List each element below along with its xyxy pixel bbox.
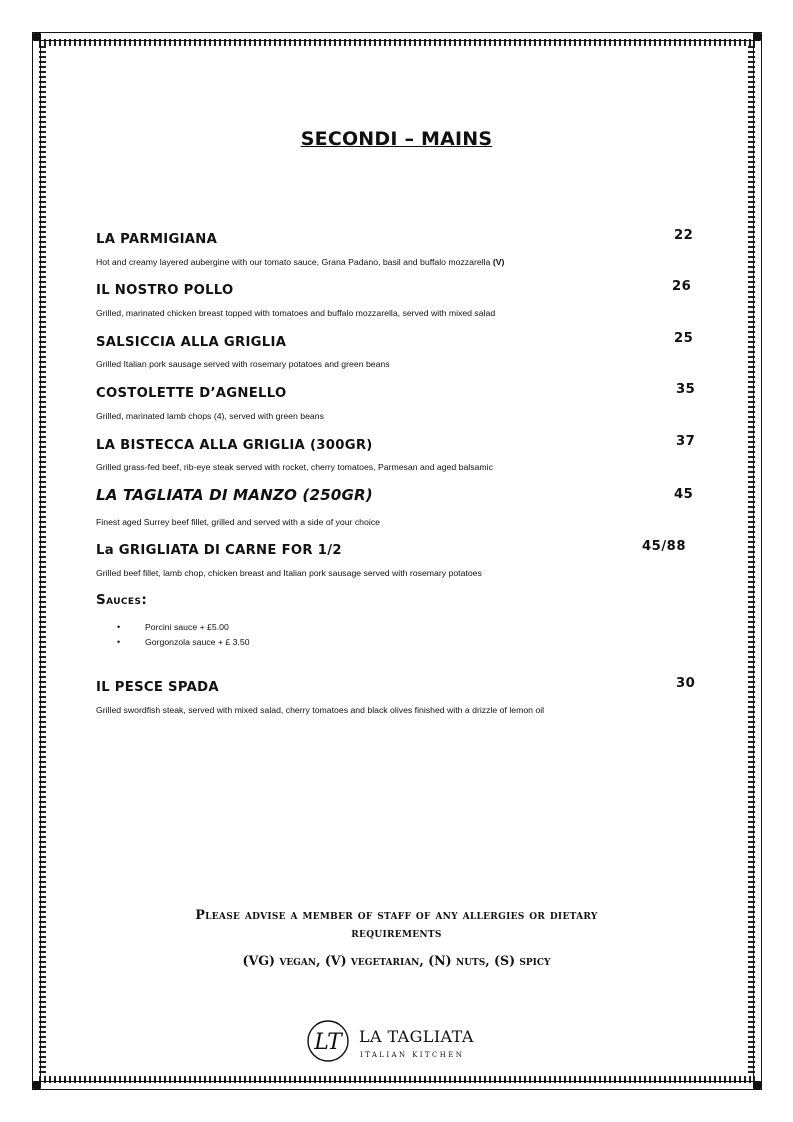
dish-description: Grilled beef fillet, lamb chop, chicken breast and Italian pork sausage served with rosemary potatoes: [96, 568, 482, 578]
dish-price: 22: [674, 228, 694, 243]
brand-logo: [306, 1019, 496, 1065]
menu-item-la-tagliata-di-manzo: [96, 485, 700, 504]
menu-item-la-grigliata-di-carne: [96, 539, 700, 558]
menu-item-il-pesce-spada: [96, 676, 700, 695]
list-item: [117, 620, 250, 635]
dish-price: 30: [676, 676, 696, 691]
sauce-text: Porcini sauce + £5.00: [145, 622, 229, 632]
menu-item-il-nostro-pollo: [96, 279, 700, 298]
border-corner: [753, 33, 761, 41]
dish-price: 35: [676, 382, 696, 397]
dish-description-text: Hot and creamy layered aubergine with our tomato sauce, Grana Padano, basil and buffalo mozzarella: [96, 257, 491, 267]
page-title: SECONDI – MAINS: [300, 128, 493, 150]
brand-subtitle: ITALIAN KITCHEN: [360, 1051, 465, 1059]
dish-description: Grilled, marinated lamb chops (4), served with green beans: [96, 411, 324, 421]
sauce-list: [117, 620, 250, 650]
dish-name: LA BISTECCA ALLA GRIGLIA (300GR): [96, 438, 373, 453]
menu-item-la-bistecca-alla-griglia: [96, 434, 700, 453]
border-corner: [33, 1081, 41, 1089]
list-item: [117, 635, 250, 650]
dish-price: 37: [676, 434, 696, 449]
brand-name: LA TAGLIATA: [359, 1027, 474, 1046]
dish-name: IL PESCE SPADA: [96, 680, 219, 695]
allergy-notice-line1: Please advise a member of staff of any allergies or dietary: [195, 907, 598, 922]
monogram-icon: [306, 1019, 350, 1063]
dietary-legend: (VG) vegan, (V) vegetarian, (N) nuts, (S) spicy: [242, 953, 551, 968]
dish-name: La GRIGLIATA DI CARNE FOR 1/2: [96, 543, 342, 558]
dish-description: Grilled grass-fed beef, rib-eye steak served with rocket, cherry tomatoes, Parmesan and aged balsamic: [96, 462, 493, 472]
menu-item-la-parmigiana: [96, 228, 700, 247]
dish-description: Finest aged Surrey beef fillet, grilled and served with a side of your choice: [96, 517, 380, 527]
menu-item-salsiccia-alla-griglia: [96, 331, 700, 350]
vegetarian-tag: (V): [492, 257, 505, 267]
dish-name: COSTOLETTE D’AGNELLO: [96, 386, 287, 401]
dish-price: 45/88: [642, 539, 687, 554]
dish-price: 25: [674, 331, 694, 346]
dish-description: Grilled swordfish steak, served with mixed salad, cherry tomatoes and black olives finished with a drizzle of lemon oil: [96, 705, 545, 715]
allergy-notice-line2: requirements: [351, 925, 442, 940]
bullet-icon: •: [117, 622, 121, 632]
dish-name: LA PARMIGIANA: [96, 232, 218, 247]
dish-price: 45: [674, 487, 694, 502]
monogram-text: LT: [314, 1030, 342, 1055]
dish-name: SALSICCIA ALLA GRIGLIA: [96, 335, 287, 350]
bullet-icon: •: [117, 637, 121, 647]
border-corner: [33, 33, 41, 41]
sauce-text: Gorgonzola sauce + £ 3.50: [145, 637, 250, 647]
dish-name: LA TAGLIATA DI MANZO (250GR): [96, 486, 373, 504]
dish-description: Grilled Italian pork sausage served with rosemary potatoes and green beans: [96, 359, 390, 369]
menu-item-costolette-dagnello: [96, 382, 700, 401]
dish-description: [96, 257, 504, 267]
dish-price: 26: [672, 279, 692, 294]
border-corner: [753, 1081, 761, 1089]
dish-description: Grilled, marinated chicken breast topped with tomatoes and buffalo mozzarella, served with mixed salad: [96, 308, 496, 318]
dish-name: IL NOSTRO POLLO: [96, 283, 234, 298]
sauces-heading: Sauces:: [96, 592, 148, 608]
